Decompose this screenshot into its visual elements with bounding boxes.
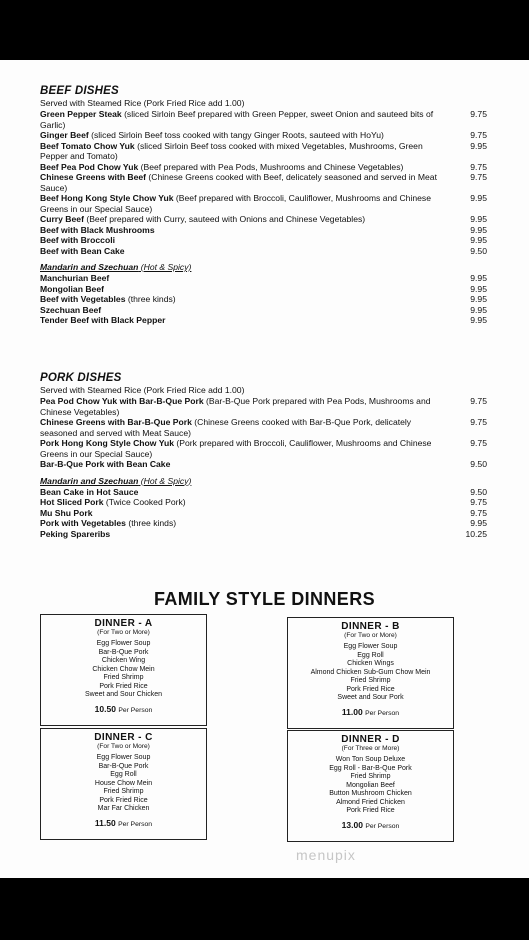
- item-name: Bar-B-Que Pork with Bean Cake: [40, 459, 171, 469]
- item-price: 9.75: [470, 396, 487, 406]
- dinner-course: Pork Fried Rice: [99, 796, 148, 804]
- dinner-course: Chicken Chow Mein: [92, 665, 155, 673]
- pork-header: PORK DISHES: [40, 372, 122, 384]
- item-description: (Beef prepared with Curry, sauteed with Onions and Chinese Vegetables): [83, 214, 366, 224]
- dinner-course: Fried Shrimp: [103, 674, 144, 681]
- dinner-course: Egg Roll: [357, 651, 384, 659]
- dinner-c-box: [40, 728, 207, 840]
- item-price: 9.95: [470, 224, 487, 235]
- menu-item: [40, 508, 490, 519]
- menu-item: [40, 487, 490, 498]
- item-price: 9.95: [470, 273, 487, 283]
- pork-spicy-list: [40, 487, 490, 540]
- dinner-course: Sweet and Sour Chicken: [84, 691, 163, 698]
- item-description: (Beef prepared with Broccoli, Cauliflower, Mushrooms and Chinese Greens in our Special Sauce): [40, 193, 432, 214]
- item-description: (Chinese Greens cooked with Beef, delicately seasoned and served in Meat Sauce): [40, 172, 437, 193]
- item-description: (Beef prepared with Pea Pods, Mushrooms and Chinese Vegetables): [138, 161, 404, 172]
- dinner-course: Almond Fried Chicken: [336, 798, 405, 806]
- item-price: 9.95: [470, 294, 487, 304]
- item-name: Szechuan Beef: [40, 304, 102, 315]
- dinner-course: House Chow Mein: [94, 779, 153, 787]
- pork-spicy-header: [40, 476, 490, 487]
- item-price: 9.50: [470, 245, 487, 256]
- beef-spicy-desc: (Hot & Spicy): [138, 262, 192, 272]
- menu-item: [40, 305, 490, 316]
- item-name: Pork Hong Kong Style Chow Yuk: [40, 438, 175, 448]
- dinner-course: Sweet and Sour Pork: [337, 694, 404, 701]
- watermark: menupix: [296, 847, 356, 863]
- dinner-course: Egg Flower Soup: [96, 640, 151, 647]
- item-name: Chinese Greens with Beef: [40, 172, 147, 182]
- item-description: (three kinds): [125, 294, 176, 304]
- dinner-course: Won Ton Soup Deluxe: [335, 756, 406, 763]
- beef-spicy-header: [40, 262, 490, 273]
- family-dinners-title: FAMILY STYLE DINNERS: [153, 589, 376, 609]
- dinner-price: 13.00: [341, 819, 363, 830]
- item-name: Peking Spareribs: [40, 528, 111, 539]
- item-price: 9.75: [470, 130, 487, 140]
- item-price: 9.50: [470, 486, 487, 497]
- item-description: (sliced Sirloin Beef prepared with Green Pepper, sweet Onion and sauteed bits of Garlic): [40, 109, 434, 130]
- item-name: Mongolian Beef: [40, 283, 104, 294]
- dinner-b-box: [287, 617, 454, 729]
- beef-header: BEEF DISHES: [40, 85, 119, 97]
- item-price: 9.95: [470, 193, 487, 203]
- dinner-price-line: [288, 820, 453, 832]
- item-price: 9.75: [470, 507, 487, 518]
- dinner-title: DINNER - D: [341, 734, 400, 745]
- menu-item: [40, 438, 490, 459]
- dinner-course: Egg Roll - Bar-B-Que Pork: [329, 764, 412, 772]
- menu-item: [40, 529, 490, 540]
- item-price: 9.75: [470, 497, 487, 507]
- item-price: 9.75: [470, 161, 487, 172]
- dinner-course: Fried Shrimp: [103, 788, 144, 795]
- menu-item: [40, 225, 490, 236]
- dinner-course: Egg Flower Soup: [96, 754, 151, 761]
- menu-item: [40, 396, 490, 417]
- dinner-course: Mongolian Beef: [346, 781, 395, 789]
- dinner-serves: (For Two or More): [344, 632, 397, 639]
- beef-spicy-title: Mandarin and Szechuan: [40, 262, 139, 272]
- dinner-price-line: [288, 707, 453, 719]
- item-description: (sliced Sirloin Beef toss cooked with tangy Ginger Roots, sauteed with HoYu): [88, 130, 384, 140]
- item-name: Curry Beef: [40, 214, 84, 224]
- item-price: 9.95: [470, 283, 487, 294]
- item-name: Bean Cake in Hot Sauce: [40, 486, 139, 497]
- menu-item: [40, 109, 490, 130]
- item-price: 9.95: [470, 140, 487, 151]
- dinner-d-box: [287, 730, 454, 842]
- menu-item: [40, 235, 490, 246]
- dinner-title: DINNER - B: [341, 621, 400, 632]
- dinner-course: Pork Fried Rice: [99, 682, 148, 690]
- item-description: (Pork prepared with Broccoli, Cauliflower, Mushrooms and Chinese Greens in our Special Sauce): [40, 438, 432, 459]
- beef-spicy-list: [40, 273, 490, 326]
- dinner-course: Pork Fried Rice: [346, 807, 395, 814]
- dinner-title: DINNER - A: [94, 618, 153, 629]
- dinner-course: Almond Chicken Sub-Gum Chow Mein: [310, 668, 431, 676]
- dinner-course: Egg Flower Soup: [343, 643, 398, 650]
- menu-item: [40, 417, 490, 438]
- item-price: 10.25: [465, 528, 487, 539]
- beef-list: [40, 109, 490, 256]
- item-name: Beef with Black Mushrooms: [40, 224, 155, 235]
- item-price: 9.95: [470, 214, 487, 224]
- dinner-price: 11.50: [94, 817, 116, 828]
- dinner-price-line: [41, 818, 206, 830]
- dinner-price: 10.50: [94, 703, 116, 714]
- item-price: 9.95: [470, 304, 487, 315]
- menu-item: [40, 193, 490, 214]
- menu-item: [40, 518, 490, 529]
- item-price: 9.75: [470, 417, 487, 427]
- item-name: Beef with Bean Cake: [40, 245, 125, 256]
- dinner-course: Chicken Wings: [347, 660, 394, 667]
- dinner-course: Bar-B-Que Pork: [98, 762, 149, 770]
- item-name: Ginger Beef: [40, 130, 89, 140]
- item-description: (Chinese Greens cooked with Bar-B-Que Pork, delicately seasoned and served with Meat Sauce): [40, 417, 412, 438]
- menu-item: [40, 273, 490, 284]
- item-name: Beef Hong Kong Style Chow Yuk: [40, 193, 174, 203]
- item-name: Beef with Broccoli: [40, 235, 115, 245]
- item-price: 9.50: [470, 459, 487, 469]
- dinner-course: Mar Far Chicken: [97, 805, 150, 812]
- item-price: 9.95: [470, 518, 487, 528]
- menu-item: [40, 162, 490, 173]
- dinner-per-person: Per Person: [365, 822, 400, 830]
- dinner-serves: (For Two or More): [97, 743, 150, 750]
- dinner-per-person: Per Person: [118, 706, 153, 714]
- pork-list: [40, 396, 490, 470]
- item-price: 9.95: [470, 315, 487, 325]
- beef-note: Served with Steamed Rice (Pork Fried Rice add 1.00): [40, 98, 245, 108]
- menu-item: [40, 315, 490, 326]
- dinner-course: Bar-B-Que Pork: [98, 648, 149, 656]
- dinner-title: DINNER - C: [94, 732, 153, 743]
- item-name: Green Pepper Steak: [40, 109, 122, 119]
- dinner-course: Pork Fried Rice: [346, 685, 395, 693]
- item-price: 9.75: [470, 172, 487, 182]
- item-name: Beef Tomato Chow Yuk: [40, 140, 135, 151]
- menu-page: [0, 60, 529, 878]
- menu-item: [40, 284, 490, 295]
- dinner-course: Chicken Wing: [101, 657, 146, 664]
- item-name: Pea Pod Chow Yuk with Bar-B-Que Pork: [40, 396, 204, 406]
- menu-item: [40, 294, 490, 305]
- menu-item: [40, 172, 490, 193]
- dinner-course: Button Mushroom Chicken: [329, 790, 412, 797]
- item-description: (Twice Cooked Pork): [103, 497, 186, 507]
- item-name: Pork with Vegetables: [40, 518, 126, 528]
- dinner-price-line: [41, 704, 206, 716]
- item-name: Manchurian Beef: [40, 273, 110, 283]
- menu-item: [40, 459, 490, 470]
- item-price: 9.75: [470, 438, 487, 448]
- item-name: Hot Sliced Pork: [40, 497, 104, 507]
- menu-item: [40, 214, 490, 225]
- dinner-per-person: Per Person: [118, 820, 153, 828]
- item-name: Tender Beef with Black Pepper: [40, 315, 166, 325]
- dinner-price: 11.00: [341, 706, 363, 717]
- item-name: Mu Shu Pork: [40, 507, 93, 518]
- item-name: Beef Pea Pod Chow Yuk: [40, 161, 139, 172]
- item-price: 9.95: [470, 235, 487, 245]
- dinner-course: Fried Shrimp: [350, 773, 391, 780]
- pork-section: [40, 372, 490, 539]
- item-description: (three kinds): [125, 518, 177, 528]
- dinner-course: Fried Shrimp: [350, 677, 391, 684]
- pork-spicy-desc: (Hot & Spicy): [138, 475, 192, 486]
- dinner-serves: (For Two or More): [97, 629, 150, 636]
- item-name: Beef with Vegetables: [40, 294, 126, 304]
- item-price: 9.75: [470, 109, 487, 119]
- dinner-a-box: [40, 614, 207, 726]
- dinner-course: Egg Roll: [110, 771, 137, 778]
- menu-item: [40, 130, 490, 141]
- menu-item: [40, 141, 490, 162]
- item-description: (Bar-B-Que Pork prepared with Pea Pods, Mushrooms and Chinese Vegetables): [40, 396, 431, 417]
- pork-spicy-title: Mandarin and Szechuan: [40, 475, 139, 486]
- menu-item: [40, 246, 490, 257]
- menu-item: [40, 497, 490, 508]
- beef-section: [40, 85, 490, 326]
- pork-note: Served with Steamed Rice (Pork Fried Rice add 1.00): [40, 385, 245, 395]
- item-description: (sliced Sirloin Beef toss cooked with mixed Vegetables, Mushrooms, Green Pepper and Tomato): [40, 140, 423, 161]
- item-name: Chinese Greens with Bar-B-Que Pork: [40, 417, 192, 427]
- dinner-serves: (For Three or More): [341, 745, 400, 752]
- dinner-per-person: Per Person: [365, 709, 400, 717]
